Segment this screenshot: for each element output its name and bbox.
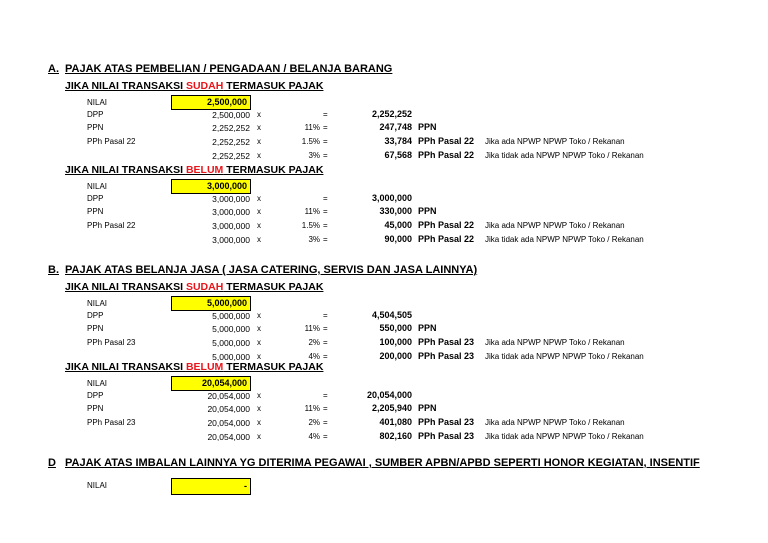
result-value: 2,252,252 [371,109,412,119]
tax-type: PPh Pasal 22 [418,150,475,160]
equals-sign: = [323,324,328,333]
heading-text-end: TERMASUK PAJAK [223,164,324,176]
equals-sign: = [323,207,328,216]
multiply-sign: x [257,418,261,427]
result-value: 802,160 [379,431,412,441]
base-value: 2,252,252 [212,137,250,147]
nilai-label: NILAI [87,379,108,388]
result-value: 330,000 [379,206,412,216]
row-label: PPh Pasal 22 [87,137,136,146]
equals-sign: = [323,123,328,132]
section-title: PAJAK ATAS BELANJA JASA ( JASA CATERING, SERVIS DAN JASA LAINNYA) [65,264,478,276]
result-value: 3,000,000 [371,193,412,203]
base-value: 5,000,000 [212,324,250,334]
tax-type: PPh Pasal 23 [418,431,475,441]
nilai-label: NILAI [87,182,108,191]
equals-sign: = [323,391,328,400]
rate-percent: 1.5% [301,137,320,146]
section-title: PAJAK ATAS PEMBELIAN / PENGADAAN / BELANJA BARANG [65,63,393,75]
row-label: PPN [87,207,104,216]
base-value: 5,000,000 [212,338,250,348]
multiply-sign: x [257,404,261,413]
row-label: PPh Pasal 23 [87,338,136,347]
base-value: 5,000,000 [212,352,250,362]
nilai-label: NILAI [87,481,108,490]
nilai-value-cell[interactable]: 20,054,000 [171,376,251,391]
tax-type: PPN [418,122,437,132]
row-label: DPP [87,391,104,400]
multiply-sign: x [257,235,261,244]
row-label: DPP [87,110,104,119]
equals-sign: = [323,221,328,230]
row-label: PPh Pasal 23 [87,418,136,427]
row-label: PPh Pasal 22 [87,221,136,230]
row-label: PPN [87,123,104,132]
base-value: 2,252,252 [212,123,250,133]
condition-note: Jika tidak ada NPWP NPWP Toko / Rekanan [485,235,644,244]
equals-sign: = [323,352,328,361]
subsection-heading [65,165,323,176]
base-value: 20,054,000 [207,432,250,442]
multiply-sign: x [257,123,261,132]
base-value: 2,500,000 [212,110,250,120]
rate-percent: 4% [308,432,320,441]
nilai-value-cell[interactable]: 3,000,000 [171,179,251,194]
row-label: PPN [87,324,104,333]
heading-text-end: TERMASUK PAJAK [223,80,324,92]
row-label: PPN [87,404,104,413]
nilai-value-cell[interactable]: 2,500,000 [171,95,251,110]
tax-type: PPh Pasal 23 [418,351,475,361]
rate-percent: 11% [304,404,320,413]
nilai-label: NILAI [87,98,108,107]
multiply-sign: x [257,352,261,361]
heading-text: JIKA NILAI TRANSAKSI [65,361,186,373]
result-value: 4,504,505 [371,310,412,320]
equals-sign: = [323,137,328,146]
heading-text: JIKA NILAI TRANSAKSI [65,164,186,176]
multiply-sign: x [257,432,261,441]
result-value: 20,054,000 [366,390,412,400]
equals-sign: = [323,194,328,203]
tax-type: PPN [418,323,437,333]
section-letter: A. [48,63,59,75]
equals-sign: = [323,235,328,244]
nilai-value-cell[interactable]: - [171,478,251,495]
rate-percent: 4% [308,352,320,361]
condition-note: Jika tidak ada NPWP NPWP Toko / Rekanan [485,352,644,361]
base-value: 20,054,000 [207,418,250,428]
multiply-sign: x [257,311,261,320]
result-value: 550,000 [379,323,412,333]
multiply-sign: x [257,194,261,203]
equals-sign: = [323,311,328,320]
heading-status-word: BELUM [185,361,224,373]
nilai-label: NILAI [87,299,108,308]
heading-text: JIKA NILAI TRANSAKSI [65,281,186,293]
equals-sign: = [323,338,328,347]
rate-percent: 11% [304,123,320,132]
result-value: 2,205,940 [371,403,412,413]
tax-type: PPh Pasal 22 [418,220,475,230]
condition-note: Jika ada NPWP NPWP Toko / Rekanan [485,338,625,347]
result-value: 247,748 [379,122,412,132]
result-value: 90,000 [384,234,412,244]
heading-status-word: SUDAH [185,281,224,293]
result-value: 100,000 [379,337,412,347]
result-value: 45,000 [384,220,412,230]
base-value: 3,000,000 [212,235,250,245]
equals-sign: = [323,432,328,441]
heading-text-end: TERMASUK PAJAK [223,281,324,293]
base-value: 3,000,000 [212,221,250,231]
multiply-sign: x [257,338,261,347]
base-value: 3,000,000 [212,194,250,204]
multiply-sign: x [257,207,261,216]
row-label: DPP [87,311,104,320]
rate-percent: 3% [308,235,320,244]
tax-type: PPh Pasal 22 [418,234,475,244]
base-value: 2,252,252 [212,151,250,161]
nilai-value-cell[interactable]: 5,000,000 [171,296,251,311]
equals-sign: = [323,151,328,160]
rate-percent: 2% [308,418,320,427]
heading-text: JIKA NILAI TRANSAKSI [65,80,186,92]
section-letter: D [48,457,56,469]
tax-type: PPh Pasal 23 [418,417,475,427]
base-value: 5,000,000 [212,311,250,321]
rate-percent: 11% [304,324,320,333]
row-label: DPP [87,194,104,203]
multiply-sign: x [257,151,261,160]
heading-status-word: SUDAH [185,80,224,92]
condition-note: Jika ada NPWP NPWP Toko / Rekanan [485,221,625,230]
base-value: 20,054,000 [207,391,250,401]
subsection-heading [65,362,323,373]
multiply-sign: x [257,221,261,230]
result-value: 401,080 [379,417,412,427]
result-value: 200,000 [379,351,412,361]
equals-sign: = [323,418,328,427]
heading-text-end: TERMASUK PAJAK [223,361,324,373]
condition-note: Jika ada NPWP NPWP Toko / Rekanan [485,418,625,427]
tax-type: PPh Pasal 23 [418,337,475,347]
section-title: PAJAK ATAS IMBALAN LAINNYA YG DITERIMA PEGAWAI , SUMBER APBN/APBD SEPERTI HONOR KEGIATAN, INSENTIF [65,457,700,469]
base-value: 3,000,000 [212,207,250,217]
condition-note: Jika tidak ada NPWP NPWP Toko / Rekanan [485,432,644,441]
subsection-heading [65,81,323,92]
multiply-sign: x [257,324,261,333]
tax-type: PPh Pasal 22 [418,136,475,146]
subsection-heading [65,282,323,293]
multiply-sign: x [257,137,261,146]
rate-percent: 1.5% [301,221,320,230]
rate-percent: 3% [308,151,320,160]
section-letter: B. [48,264,59,276]
equals-sign: = [323,110,328,119]
equals-sign: = [323,404,328,413]
result-value: 67,568 [384,150,412,160]
base-value: 20,054,000 [207,404,250,414]
tax-type: PPN [418,206,437,216]
condition-note: Jika ada NPWP NPWP Toko / Rekanan [485,137,625,146]
multiply-sign: x [257,110,261,119]
rate-percent: 2% [308,338,320,347]
multiply-sign: x [257,391,261,400]
tax-type: PPN [418,403,437,413]
rate-percent: 11% [304,207,320,216]
condition-note: Jika tidak ada NPWP NPWP Toko / Rekanan [485,151,644,160]
result-value: 33,784 [384,136,412,146]
heading-status-word: BELUM [185,164,224,176]
